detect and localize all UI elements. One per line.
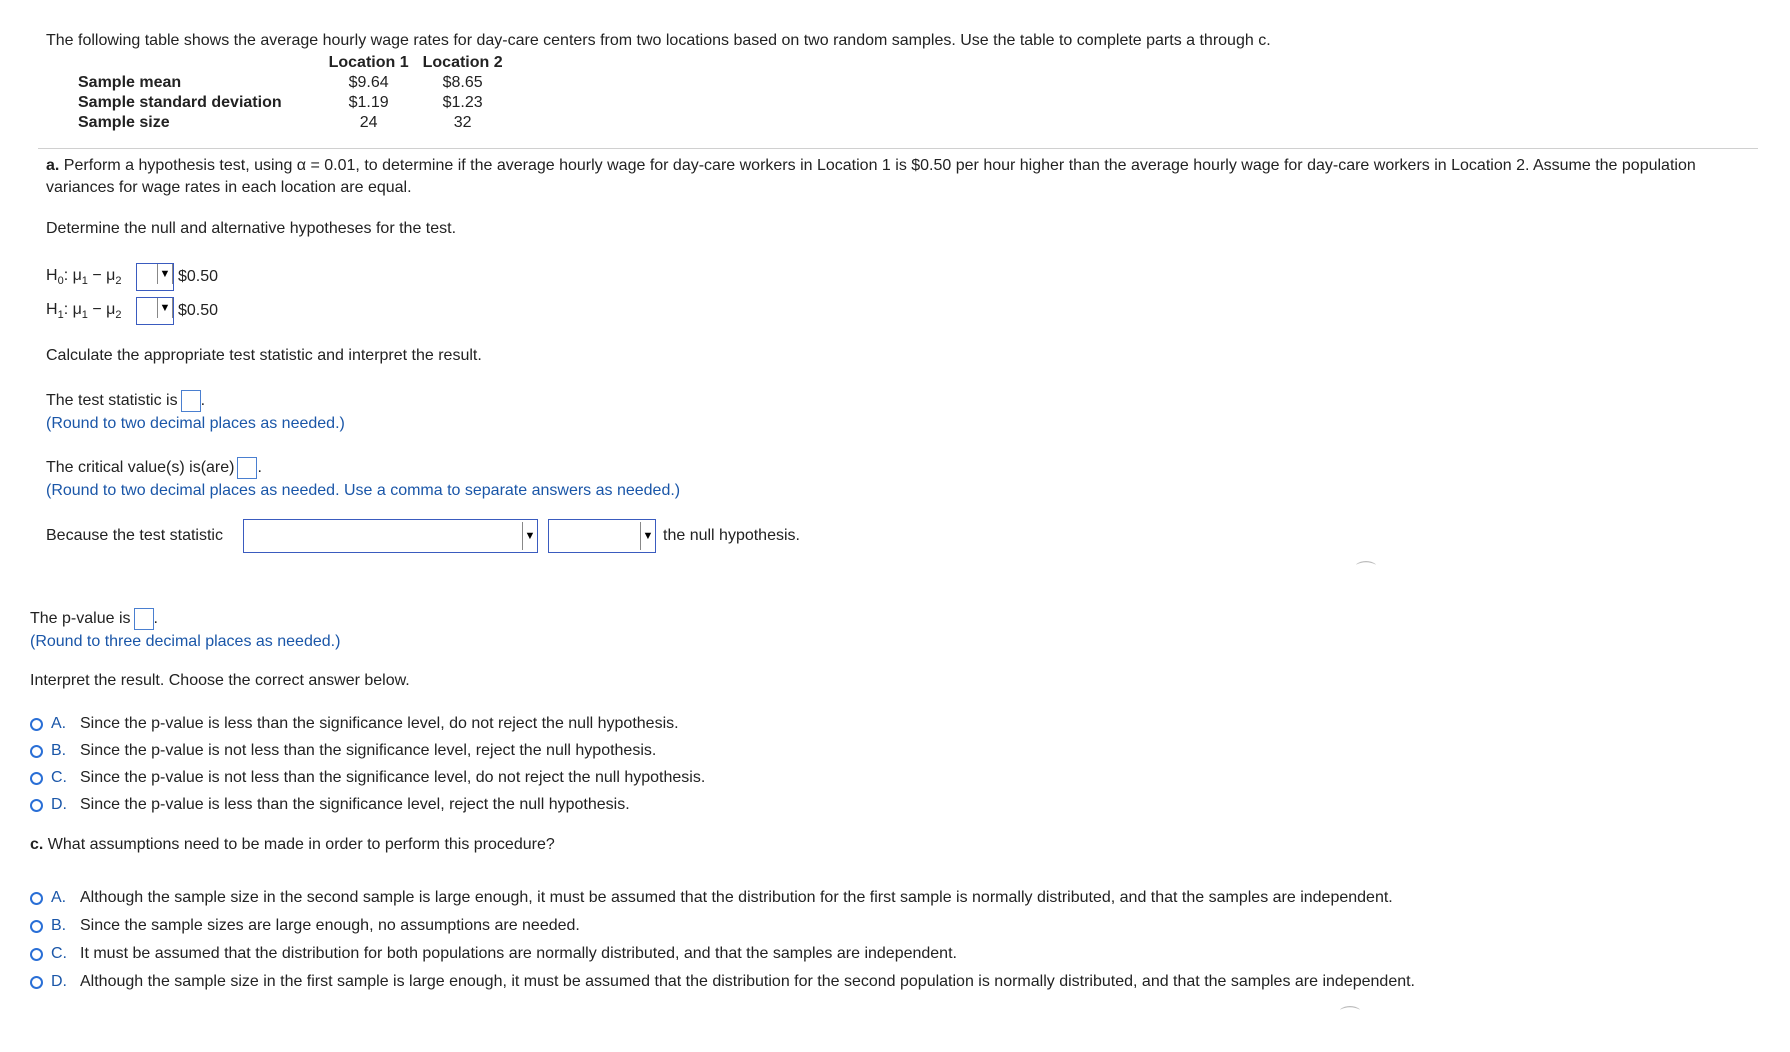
row-label: Sample mean: [78, 74, 182, 91]
part-c-question: [30, 836, 555, 854]
part-b-choice-c[interactable]: [30, 769, 705, 787]
part-a-label: a.: [46, 157, 60, 174]
radio-button-icon[interactable]: [30, 745, 43, 758]
part-b-choice-a[interactable]: [30, 715, 679, 733]
choice-letter: A.: [51, 715, 67, 732]
part-b-choice-d[interactable]: [30, 796, 630, 814]
edge-mark-icon: ⌒: [1340, 1006, 1360, 1028]
part-c-label: c.: [30, 836, 44, 853]
null-hypothesis-suffix: the null hypothesis.: [663, 527, 800, 544]
radio-button-icon[interactable]: [30, 948, 43, 961]
dropdown-arrow-icon: ▼: [640, 522, 655, 550]
p-value-hint: (Round to three decimal places as needed.): [30, 633, 341, 650]
part-c-choice-b[interactable]: [30, 917, 580, 935]
choice-text: Although the sample size in the second sample is large enough, it must be assumed that the distribution for the first sample is normally distributed, and that the samples are independent.: [80, 889, 1393, 906]
test-statistic-hint: (Round to two decimal places as needed.): [46, 415, 345, 432]
section-divider: [38, 148, 1758, 149]
choice-letter: D.: [51, 973, 67, 990]
p-value-input[interactable]: [134, 608, 154, 630]
test-statistic-label: The test statistic is: [46, 392, 178, 410]
table-row: [78, 93, 510, 113]
radio-button-icon[interactable]: [30, 976, 43, 989]
table-cell: 24: [359, 114, 378, 131]
alternative-hypothesis-value: $0.50: [178, 302, 219, 319]
radio-button-icon[interactable]: [30, 892, 43, 905]
choice-letter: A.: [51, 889, 67, 906]
period: .: [200, 392, 206, 410]
choice-letter: D.: [51, 796, 67, 813]
alternative-hypothesis-operator-select[interactable]: [136, 297, 174, 325]
part-c-choice-c[interactable]: [30, 945, 957, 963]
choice-letter: C.: [51, 945, 67, 962]
null-hypothesis-symbol: $H_0$: $\mu_1 - \mu_2$: [46, 266, 122, 288]
choice-text: Since the p-value is not less than the significance level, reject the null hypothesis.: [80, 742, 657, 759]
table-corner: [78, 53, 322, 73]
edge-mark-icon: ⌒: [1356, 561, 1376, 583]
table-cell: 32: [453, 114, 472, 131]
test-statistic-row: [46, 390, 205, 412]
because-label: Because the test statistic: [46, 527, 223, 544]
alternative-hypothesis-row: [46, 297, 218, 325]
table-row: [78, 73, 510, 93]
choice-text: Since the p-value is less than the significance level, do not reject the null hypothesis.: [80, 715, 679, 732]
choice-text: Although the sample size in the first sample is large enough, it must be assumed that the distribution for the second population is normally distributed, and that the samples are independent.: [80, 973, 1415, 990]
part-c-choice-d[interactable]: [30, 973, 1415, 991]
table-cell: $8.65: [442, 74, 483, 91]
period: .: [257, 459, 262, 477]
critical-value-label: The critical value(s) is(are): [46, 459, 235, 477]
choice-text: Since the p-value is less than the significance level, reject the null hypothesis.: [80, 796, 630, 813]
null-hypothesis-value: $0.50: [178, 268, 219, 285]
calculate-instruction: Calculate the appropriate test statistic and interpret the result.: [46, 347, 482, 364]
choice-letter: B.: [51, 917, 67, 934]
table-header-row: [78, 53, 510, 73]
table-row: [78, 113, 510, 133]
period: .: [153, 610, 158, 628]
table-cell: $9.64: [348, 74, 389, 91]
stats-table: [78, 53, 510, 133]
radio-button-icon[interactable]: [30, 718, 43, 731]
critical-value-row: [46, 457, 262, 479]
column-header: Location 2: [422, 54, 503, 71]
radio-button-icon[interactable]: [30, 920, 43, 933]
dropdown-arrow-icon: ▼: [157, 298, 173, 318]
null-hypothesis-operator-select[interactable]: [136, 263, 174, 291]
part-c-text: What assumptions need to be made in order to perform this procedure?: [47, 836, 555, 853]
critical-value-input[interactable]: [237, 457, 257, 479]
part-a-question: [46, 155, 1746, 199]
hypotheses-instruction: Determine the null and alternative hypotheses for the test.: [46, 220, 457, 237]
choice-letter: B.: [51, 742, 67, 759]
choice-letter: C.: [51, 769, 67, 786]
critical-value-hint: (Round to two decimal places as needed. Use a comma to separate answers as needed.): [46, 482, 681, 499]
choice-text: It must be assumed that the distribution for both populations are normally distributed, and that the samples are independent.: [80, 945, 957, 962]
p-value-row: [30, 608, 158, 630]
interpret-instruction: Interpret the result. Choose the correct answer below.: [30, 672, 410, 689]
row-label: Sample size: [78, 114, 170, 131]
alternative-hypothesis-symbol: $H_1$: $\mu_1 - \mu_2$: [46, 300, 122, 322]
dropdown-arrow-icon: ▼: [522, 522, 537, 550]
test-statistic-comparison-select[interactable]: [243, 519, 538, 553]
test-statistic-input[interactable]: [181, 390, 201, 412]
radio-button-icon[interactable]: [30, 799, 43, 812]
part-a-text: Perform a hypothesis test, using α = 0.01, to determine if the average hourly wage for day-care workers in Location 1 is $0.50 per hour higher than the average hourly wage for day-care workers in Location 2. Assume the population variances for wage rates in each location are equal.: [46, 157, 1696, 196]
intro-text: The following table shows the average hourly wage rates for day-care centers from two locations based on two random samples. Use the table to complete parts a through c.: [46, 32, 1271, 49]
radio-button-icon[interactable]: [30, 772, 43, 785]
p-value-label: The p-value is: [30, 610, 131, 628]
null-hypothesis-row: [46, 263, 218, 291]
dropdown-arrow-icon: ▼: [157, 264, 173, 284]
row-label: Sample standard deviation: [78, 94, 282, 111]
table-cell: $1.19: [348, 94, 389, 111]
choice-text: Since the p-value is not less than the significance level, do not reject the null hypothesis.: [80, 769, 706, 786]
part-c-choice-a[interactable]: [30, 889, 1393, 907]
column-header: Location 1: [328, 54, 409, 71]
decision-select[interactable]: [548, 519, 656, 553]
table-cell: $1.23: [442, 94, 483, 111]
choice-text: Since the sample sizes are large enough, no assumptions are needed.: [80, 917, 580, 934]
part-b-choice-b[interactable]: [30, 742, 656, 760]
